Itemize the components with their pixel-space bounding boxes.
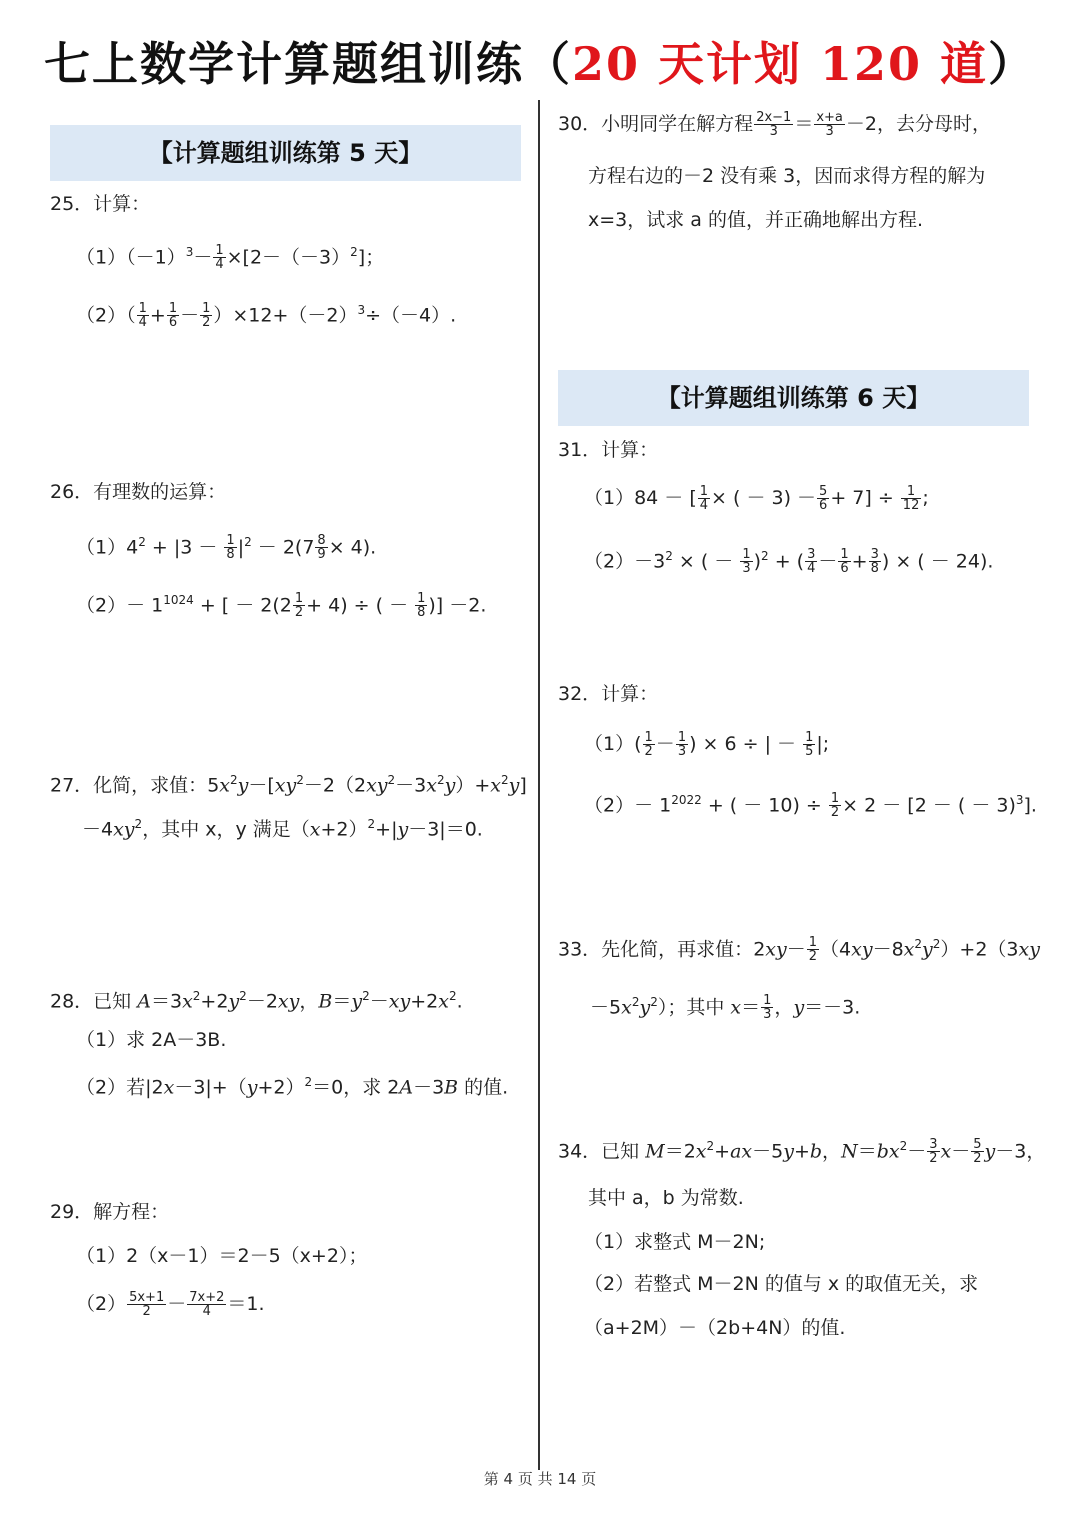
q25-part1: $(1)(-1)^3-$ $\frac{1}{4}$ $\times[2-(-3)^2]$； <box>76 243 385 273</box>
q26-part1: $(1)4^2 + |3$ － $\frac{1}{8}$ $|^2 - 2(7$ $\frac{8}{9}$ × 4). <box>76 533 377 563</box>
q25-stem: 25．计算： <box>50 193 151 215</box>
q30-line1: 30．小明同学在解方程 $\frac{2x-1}{3}$ ＝ $\frac{x+a}{3}$ －2，去分母时， <box>558 110 992 139</box>
q31-stem: 31．计算： <box>558 439 659 461</box>
q29-part2: （2） $\frac{5x+1}{2}$ － $\frac{7x+2}{4}$ ＝1. <box>76 1290 265 1319</box>
q33-line2: $-5x^2y^2$）；其中 x＝ $\frac{1}{3}$ ，y＝－3. <box>590 993 861 1023</box>
q34-line1: 34．已知 $M=2x^2+ax-5y+b$，$N=bx^2-$ $\frac{3}{2}$ x－ $\frac{5}{2}$ y－3， <box>558 1137 1046 1167</box>
q34-part1: （1）求整式 M－2N; <box>584 1231 766 1253</box>
page-title-highlight: 20 天计划 120 道 <box>571 37 989 91</box>
q27-line2: $-4xy^2$，其中 x，y 满足$(x+2)^2+|y-3|=0$. <box>82 817 483 841</box>
q28-stem: 28．已知 $A=3x^2+2y^2-2xy$，$B=y^2-xy+2x^2$. <box>50 989 463 1013</box>
q28-part2: （2）若$|2x-3|+(y+2)^2=0$，求 2A－3B 的值. <box>76 1075 509 1099</box>
q28-part1: （1）求 2A－3B. <box>76 1029 227 1051</box>
q32-part2: $(2)- 1^{2022}$ + ( － 10) ÷ $\frac{1}{2}$ × 2 － [2 － ( － 3)$^3$]. <box>584 791 1037 821</box>
q30-line3: x=3，试求 a 的值，并正确地解出方程. <box>588 209 924 231</box>
q34-part2: （2）若整式 M－2N 的值与 x 的取值无关，求 <box>584 1273 979 1295</box>
q32-stem: 32．计算： <box>558 683 659 705</box>
q31-part2: $(2)-3^2$ × ( － $\frac{1}{3}$ )$^2$ + ( $\frac{3}{4}$ － $\frac{1}{6}$ + $\frac{3}{8}$ ) × ( － 24). <box>584 547 994 577</box>
q25-part2: （2）（ $\frac{1}{4}$ + $\frac{1}{6}$ － $\frac{1}{2}$ ）$\times 12+(-2)^3\div(-4)$. <box>76 301 457 331</box>
q31-part1: （1）84 － [ $\frac{1}{4}$ × ( － 3) － $\frac{5}{6}$ + 7] ÷ $\frac{1}{12}$ ; <box>584 484 929 513</box>
q26-part2: $(2)- 1^{1024}$ + [ － 2(2 $\frac{1}{2}$ + 4) ÷ ( － $\frac{1}{8}$ )] －2. <box>76 591 487 621</box>
page-number: 第 4 页 共 14 页 <box>483 1470 597 1488</box>
q34-part3: （a+2M）－（2b+4N）的值. <box>584 1317 846 1339</box>
q27-line1: 27．化简，求值：$5x^2y-[xy^2-2(2xy^2-3x^2y)+x^2y]$ <box>50 773 527 797</box>
q34-line2: 其中 a，b 为常数. <box>588 1187 744 1209</box>
column-divider <box>538 100 540 1470</box>
day6-banner: 【计算题组训练第 6 天】 <box>558 370 1029 426</box>
page-title: 七上数学计算题组训练（20 天计划 120 道） <box>43 37 1037 91</box>
q29-part1: （1）2（x－1）＝2－5（x+2）； <box>76 1245 368 1267</box>
q26-stem: 26．有理数的运算： <box>50 481 227 503</box>
q29-stem: 29．解方程： <box>50 1201 170 1223</box>
q32-part1: （1）( $\frac{1}{2}$ － $\frac{1}{3}$ ) × 6 ÷ | － $\frac{1}{5}$ |; <box>584 730 830 759</box>
q30-line2: 方程右边的－2 没有乘 3，因而求得方程的解为 <box>588 165 986 187</box>
day5-banner: 【计算题组训练第 5 天】 <box>50 125 521 181</box>
q33-line1: 33．先化简，再求值：2xy－ $\frac{1}{2}$ $(4xy-8x^2y^2)+2(3xy$ <box>558 935 1040 965</box>
